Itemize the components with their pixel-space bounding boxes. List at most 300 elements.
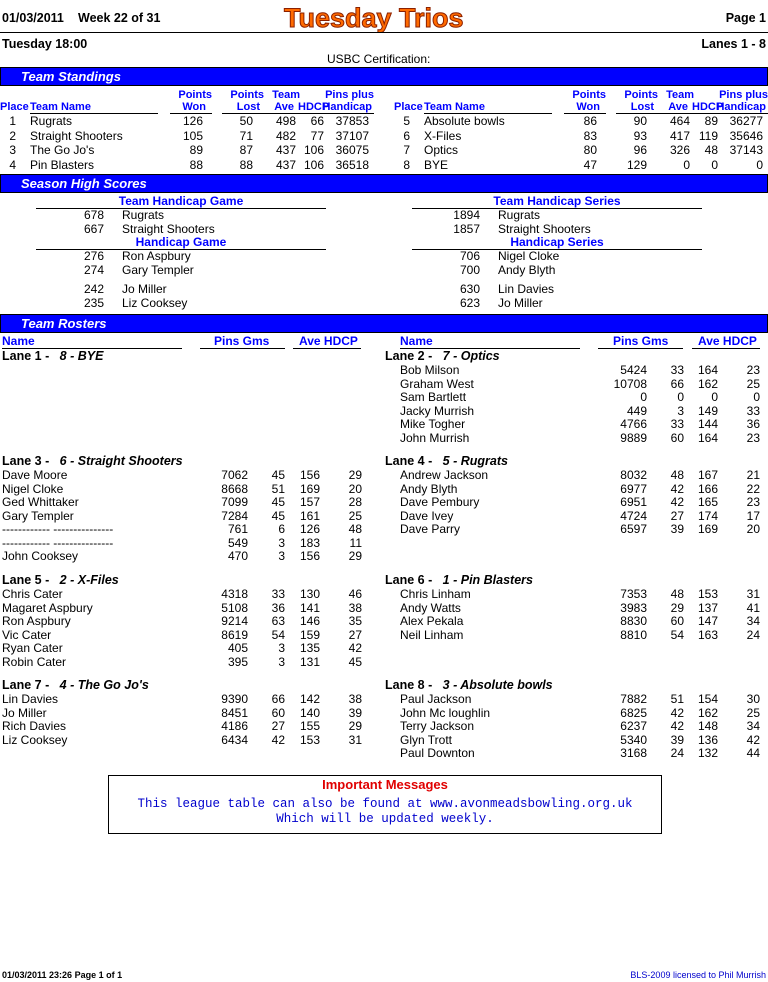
high-score-value: 1894 [453,208,480,222]
roster-player-name: ------------ --------------- [2,522,114,536]
standing-team-ave: 326 [669,143,690,157]
col-header-place: Place [0,101,29,113]
col-header-pins-2: Handicap [716,101,766,113]
roster-games: 3 [278,549,285,563]
lane-number: Lane 2 - [385,349,433,363]
roster-average: 156 [299,468,320,482]
roster-games: 33 [670,363,684,377]
lane-heading [385,454,508,468]
divider [293,348,361,349]
roster-pins: 6237 [620,719,647,733]
roster-games: 3 [278,535,285,550]
certification-label: USBC Certification: [327,52,431,66]
roster-games: 66 [670,376,684,391]
roster-pins: 449 [626,403,647,418]
roster-player-name: Liz Cooksey [2,732,68,747]
roster-handicap: 38 [348,600,362,615]
roster-games: 42 [670,705,684,720]
col-header-team-ave: Team [272,89,300,101]
roster-player-name: Dave Ivey [400,508,454,523]
roster-average: 154 [697,692,718,706]
lane-team-name: 4 - The Go Jo's [59,678,149,692]
roster-games: 45 [271,468,285,482]
week-indicator: Week 22 of 31 [78,11,161,25]
roster-player-name: Vic Cater [2,627,52,642]
standing-team-ave: 437 [275,157,296,172]
roster-player-name: Sam Bartlett [400,390,467,404]
roster-pins: 6597 [620,522,647,536]
roster-player-name: Nigel Cloke [2,481,64,496]
roster-games: 42 [670,481,684,496]
roster-games: 29 [670,600,684,615]
roster-games: 3 [278,641,285,655]
roster-handicap: 33 [746,403,760,418]
roster-pins: 7062 [221,468,248,482]
roster-games: 27 [271,719,285,733]
footer-license: BLS-2009 licensed to Phil Murrish [630,970,766,980]
standing-pins: 36518 [335,157,369,172]
col-header-points-lost-2: Lost [236,101,260,113]
standing-hdcp: 106 [303,143,324,157]
roster-average: 131 [299,654,320,669]
report-date: 01/03/2011 [2,11,64,25]
roster-handicap: 0 [753,390,760,404]
rosters-title: Team Rosters [21,316,107,331]
roster-games: 27 [670,508,684,523]
standing-pins: 36277 [729,114,763,128]
col-header-pins: Pins plus [719,89,768,101]
standing-pins: 37143 [729,143,763,157]
lane-team-name: 7 - Optics [442,349,500,363]
roster-player-name: Neil Linham [400,627,464,642]
roster-player-name: Robin Cater [2,654,67,669]
spacer [49,678,59,692]
roster-pins: 8619 [221,627,248,642]
standing-team-ave: 0 [683,157,690,172]
roster-pins: 8032 [620,468,647,482]
roster-average: 0 [711,390,718,404]
roster-handicap: 28 [348,495,362,509]
standing-points-won: 89 [189,143,203,157]
roster-pins-header-right: Pins Gms [613,334,669,348]
standing-points-won: 86 [583,114,597,128]
roster-handicap: 27 [348,627,362,642]
roster-average: 164 [697,430,718,445]
roster-pins: 6434 [221,732,248,747]
standing-team-name: Rugrats [30,114,73,128]
standing-hdcp: 119 [698,128,718,143]
standing-points-won: 47 [583,157,597,172]
lane-number: Lane 7 - [2,678,50,692]
roster-handicap: 42 [348,641,362,655]
col-header-team-ave-2: Ave [668,101,688,113]
standing-points-won: 83 [583,128,597,143]
roster-games: 33 [271,587,285,601]
lane-team-name: 2 - X-Files [59,573,119,587]
roster-pins: 9214 [221,614,248,628]
roster-games: 48 [670,468,684,482]
roster-average: 132 [697,746,718,760]
lane-number: Lane 5 - [2,573,50,587]
roster-handicap: 25 [746,376,760,391]
standing-points-lost: 87 [239,143,253,157]
roster-handicap: 36 [746,417,760,431]
roster-pins: 405 [227,641,248,655]
roster-pins-header-left: Pins Gms [214,334,270,348]
roster-average: 142 [299,692,320,706]
roster-pins: 6977 [620,481,647,496]
standing-hdcp: 89 [704,114,718,128]
roster-games: 66 [271,692,285,706]
col-header-team-name: Team Name [30,101,91,113]
col-header-pins-2: Handicap [322,101,372,113]
standing-hdcp: 48 [704,143,718,157]
standing-points-lost: 71 [239,128,253,143]
standing-hdcp: 106 [303,157,324,172]
standings-band [0,67,768,86]
roster-ave-header-right: Ave HDCP [698,334,757,348]
standing-points-lost: 96 [633,143,647,157]
roster-average: 162 [697,705,718,720]
roster-pins: 8830 [620,614,647,628]
roster-average: 169 [299,481,320,496]
col-header-points-lost: Points [230,89,264,101]
roster-player-name: Chris Cater [2,587,63,601]
roster-average: 147 [697,614,718,628]
roster-pins: 3168 [620,746,647,760]
standing-pins: 37107 [335,128,369,143]
message-line-1: This league table can also be found at www.avonmeadsbowling.org.uk [137,797,633,811]
roster-pins: 0 [640,390,647,404]
col-header-points-won: Points [178,89,212,101]
standing-place: 6 [403,128,410,143]
roster-player-name: Glyn Trott [400,732,453,747]
high-score-value: 276 [83,249,104,263]
standing-team-name: Pin Blasters [30,157,95,172]
standing-pins: 35646 [729,128,763,143]
col-header-hdcp: HDCP [298,101,330,113]
roster-games: 45 [271,495,285,509]
col-header-team-ave-2: Ave [274,101,294,113]
standing-hdcp: 66 [310,114,324,128]
roster-handicap: 23 [746,363,760,377]
lane-number: Lane 6 - [385,573,433,587]
roster-pins: 8451 [221,705,248,720]
spacer [432,454,442,468]
messages-box [108,775,662,834]
divider [598,348,683,349]
roster-player-name: Gary Templer [2,508,74,523]
roster-handicap: 20 [746,522,760,536]
roster-handicap: 38 [348,692,362,706]
roster-pins: 4724 [620,508,647,523]
roster-games: 42 [271,732,285,747]
roster-average: 174 [697,508,718,523]
high-score-value: 667 [83,221,104,236]
roster-average: 130 [299,587,320,601]
standing-team-name: Optics [424,143,459,157]
lane-team-name: 1 - Pin Blasters [442,573,533,587]
roster-average: 140 [299,705,320,720]
standing-place: 1 [9,114,16,128]
roster-handicap: 22 [746,481,760,496]
roster-player-name: ------------ --------------- [2,535,114,550]
roster-player-name: Paul Jackson [400,692,472,706]
standing-points-won: 105 [182,128,203,143]
standing-pins: 37853 [335,114,369,128]
high-score-name: Nigel Cloke [498,249,560,263]
lane-team-name: 3 - Absolute bowls [442,678,553,692]
roster-games: 54 [271,627,285,642]
roster-player-name: Ged Whittaker [2,495,79,509]
spacer [432,349,442,363]
spacer [49,349,59,363]
day-time: Tuesday 18:00 [2,37,88,51]
league-title: Tuesday Trios [284,3,464,33]
roster-games: 60 [670,614,684,628]
high-score-value: 242 [83,282,104,296]
roster-average: 165 [697,495,718,509]
roster-handicap: 29 [348,719,362,733]
standing-points-won: 126 [182,114,203,128]
col-header-hdcp: HDCP [692,101,724,113]
roster-pins: 395 [227,654,248,669]
roster-player-name: Graham West [400,376,474,391]
header-rule [0,32,768,33]
lane-number: Lane 1 - [2,349,50,363]
roster-handicap: 23 [746,495,760,509]
high-score-value: 274 [83,262,104,277]
roster-handicap: 21 [746,468,760,482]
roster-pins: 4318 [221,587,248,601]
standings-title: Team Standings [21,69,121,84]
standing-hdcp: 77 [310,128,324,143]
roster-player-name: Ron Aspbury [2,614,71,628]
roster-games: 6 [278,522,285,536]
high-score-name: Lin Davies [498,282,555,296]
roster-pins: 7284 [221,508,248,523]
lane-team-name: 5 - Rugrats [442,454,508,468]
hcp-game-title: Handicap Game [135,235,227,249]
roster-games: 24 [670,746,684,760]
roster-handicap: 20 [348,481,362,496]
roster-handicap: 30 [746,692,760,706]
page-number: Page 1 [725,11,766,25]
standing-team-name: The Go Jo's [30,143,95,157]
standing-points-lost: 90 [633,114,647,128]
spacer [432,573,442,587]
lane-number: Lane 4 - [385,454,433,468]
roster-average: 148 [697,719,718,733]
standing-hdcp: 0 [711,157,718,172]
high-scores-band [0,174,768,193]
roster-player-name: Andy Watts [400,600,461,615]
roster-average: 136 [697,732,718,747]
high-score-name: Ron Aspbury [122,249,191,263]
team-hcp-game-title: Team Handicap Game [118,194,244,208]
roster-pins: 8668 [221,481,248,496]
col-header-points-lost-2: Lost [630,101,654,113]
roster-player-name: Alex Pekala [400,614,464,628]
roster-games: 60 [271,705,285,720]
roster-pins: 5108 [221,600,248,615]
high-score-name: Liz Cooksey [122,296,188,310]
col-header-points-won-2: Won [182,101,206,113]
high-score-value: 700 [459,262,480,277]
footer-timestamp: 01/03/2011 23:26 Page 1 of 1 [2,970,123,980]
roster-average: 144 [697,417,718,431]
roster-pins: 10708 [613,376,647,391]
roster-pins: 5424 [620,363,647,377]
roster-handicap: 48 [348,522,362,536]
standing-points-lost: 93 [633,128,647,143]
roster-name-header-right: Name [400,334,433,348]
roster-games: 0 [677,390,684,404]
divider [200,348,285,349]
roster-games: 42 [670,719,684,733]
roster-games: 54 [670,627,684,642]
roster-average: 159 [299,627,320,642]
high-score-value: 630 [459,282,480,296]
roster-average: 162 [697,376,718,391]
standing-team-name: Straight Shooters [30,128,123,143]
roster-player-name: Chris Linham [400,587,471,601]
high-score-name: Andy Blyth [498,262,556,277]
roster-player-name: Rich Davies [2,719,67,733]
roster-handicap: 17 [746,508,760,523]
lane-team-name: 6 - Straight Shooters [59,454,183,468]
roster-player-name: Magaret Aspbury [2,600,93,615]
lane-heading [385,573,533,587]
lanes-range: Lanes 1 - 8 [701,37,766,51]
high-score-name: Rugrats [498,208,541,222]
roster-handicap: 11 [349,535,362,550]
roster-pins: 4766 [620,417,647,431]
high-score-name: Jo Miller [498,296,543,310]
roster-player-name: Dave Pembury [400,495,480,509]
standing-team-ave: 417 [669,128,690,143]
roster-handicap: 42 [746,732,760,747]
roster-average: 126 [299,522,320,536]
high-score-value: 706 [459,249,480,263]
roster-player-name: Dave Parry [400,522,461,536]
roster-handicap: 29 [348,549,362,563]
roster-handicap: 39 [348,705,362,720]
roster-average: 183 [299,535,320,550]
roster-pins: 6825 [620,705,647,720]
roster-pins: 7353 [620,587,647,601]
roster-player-name: Jacky Murrish [400,403,475,418]
roster-handicap: 31 [348,732,362,747]
standing-place: 4 [9,157,16,172]
standing-team-ave: 498 [275,114,296,128]
roster-average: 137 [697,600,718,615]
roster-games: 60 [670,430,684,445]
roster-games: 3 [677,403,684,418]
roster-pins: 549 [227,535,248,550]
roster-handicap: 29 [348,468,362,482]
roster-average: 163 [697,627,718,642]
roster-pins: 3983 [620,600,647,615]
roster-handicap: 46 [348,587,362,601]
roster-handicap: 25 [348,508,362,523]
roster-average: 141 [299,600,320,615]
lane-heading [2,349,103,363]
roster-average: 146 [299,614,320,628]
standing-place: 2 [9,128,16,143]
roster-games: 39 [670,522,684,536]
lane-team-name: 8 - BYE [59,349,104,363]
roster-average: 153 [299,732,320,747]
roster-player-name: Jo Miller [2,705,47,720]
roster-average: 135 [299,641,320,655]
col-header-team-ave: Team [666,89,694,101]
spacer [49,573,59,587]
high-score-value: 623 [459,296,480,310]
lane-heading [385,678,553,692]
standing-points-lost: 129 [626,157,647,172]
lane-number: Lane 8 - [385,678,433,692]
standing-team-ave: 464 [669,114,690,128]
roster-average: 153 [697,587,718,601]
standing-points-won: 80 [583,143,597,157]
high-scores-title: Season High Scores [21,176,147,191]
roster-handicap: 24 [746,627,760,642]
roster-games: 42 [670,495,684,509]
col-header-points-lost: Points [624,89,658,101]
lane-heading [2,454,183,468]
col-header-points-won-2: Won [576,101,600,113]
col-header-place: Place [394,101,423,113]
roster-pins: 6951 [620,495,647,509]
roster-pins: 8810 [620,627,647,642]
roster-player-name: Dave Moore [2,468,68,482]
roster-games: 39 [670,732,684,747]
roster-handicap: 34 [746,719,760,733]
roster-player-name: Andrew Jackson [400,468,489,482]
high-score-name: Gary Templer [122,262,194,277]
roster-handicap: 25 [746,705,760,720]
roster-average: 157 [299,495,320,509]
lane-heading [385,349,500,363]
roster-average: 167 [697,468,718,482]
standing-team-ave: 437 [275,143,296,157]
roster-handicap: 35 [348,614,362,628]
standing-points-lost: 50 [239,114,253,128]
spacer [49,454,59,468]
roster-player-name: Paul Downton [400,746,475,760]
roster-average: 155 [299,719,320,733]
roster-handicap: 44 [746,746,760,760]
col-header-team-name: Team Name [424,101,485,113]
roster-games: 3 [278,654,285,669]
roster-average: 149 [697,403,718,418]
team-hcp-series-title: Team Handicap Series [493,194,621,208]
roster-average: 169 [697,522,718,536]
roster-games: 51 [271,481,285,496]
roster-name-header-left: Name [2,334,35,348]
hcp-series-title: Handicap Series [510,235,604,249]
roster-games: 33 [670,417,684,431]
standing-team-name: Absolute bowls [424,114,505,128]
roster-games: 63 [271,614,285,628]
roster-pins: 9390 [221,692,248,706]
high-score-value: 678 [83,208,104,222]
roster-player-name: Bob Milson [400,363,460,377]
roster-pins: 7882 [620,692,647,706]
roster-games: 48 [670,587,684,601]
roster-pins: 761 [227,522,248,536]
